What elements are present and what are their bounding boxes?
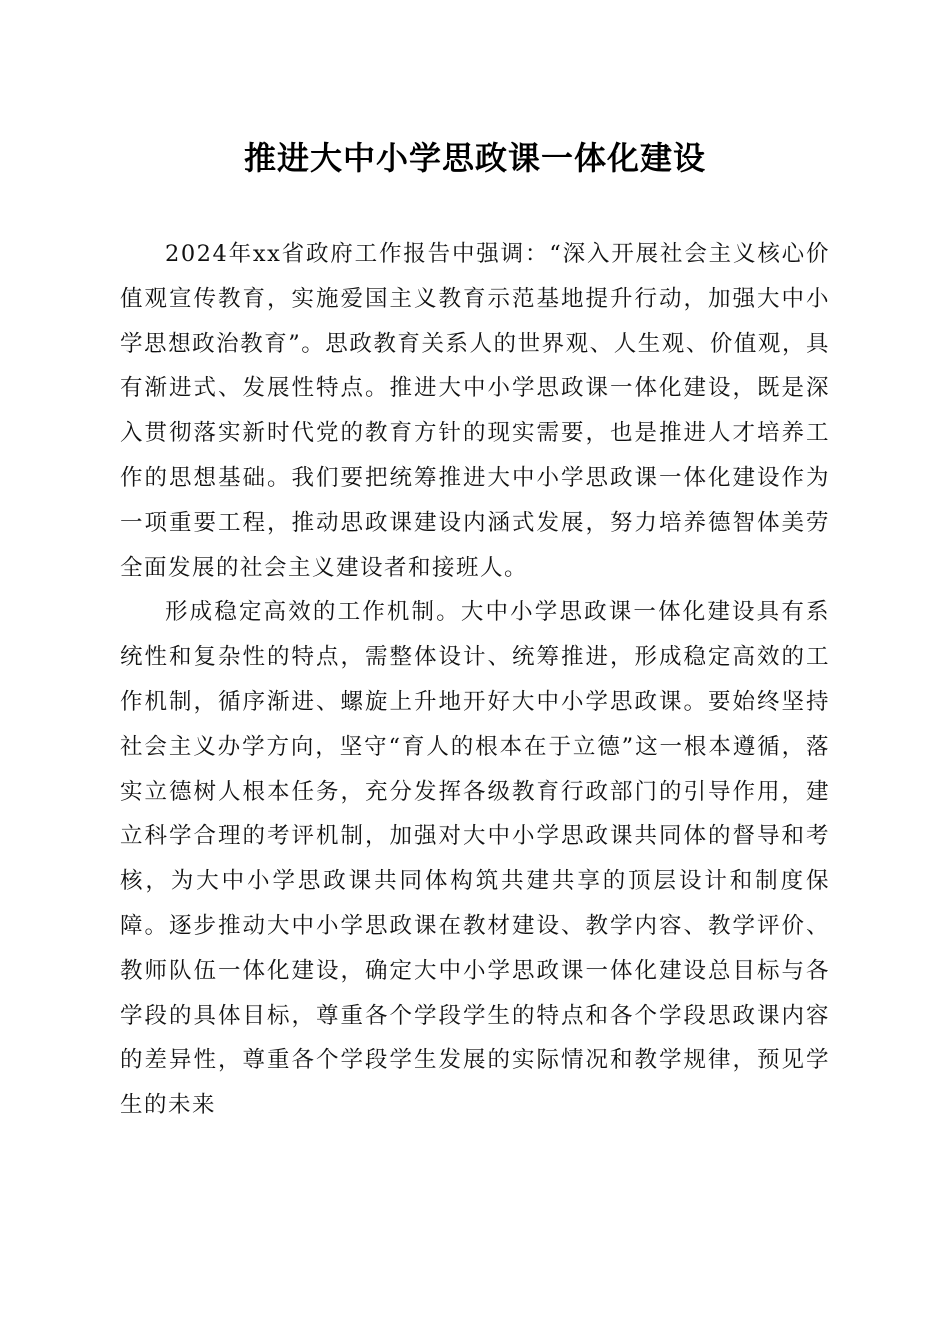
paragraph-work-mechanism: 形成稳定高效的工作机制。大中小学思政课一体化建设具有系统性和复杂性的特点，需整体设计、统筹推进，形成稳定高效的工作机制，循序渐进、螺旋上升地开好大中小学思政课。要始终坚持社会主义办学方向，坚守“育人的根本在于立德”这一根本遵循，落实立德树人根本任务，充分发挥各级教育行政部门的引导作用，建立科学合理的考评机制，加强对大中小学思政课共同体的督导和考核，为大中小学思政课共同体构筑共建共享的顶层设计和制度保障。逐步推动大中小学思政课在教材建设、教学内容、教学评价、教师队伍一体化建设，确定大中小学思政课一体化建设总目标与各学段的具体目标，尊重各个学段学生的特点和各个学段思政课内容的差异性，尊重各个学段学生发展的实际情况和教学规律，预见学生的未来 xyxy=(120,599,830,1119)
document-title: 推进大中小学思政课一体化建设 xyxy=(243,139,706,177)
paragraph-intro: 2024年xx省政府工作报告中强调：“深入开展社会主义核心价值观宣传教育，实施爱国主义教育示范基地提升行动，加强大中小学思想政治教育”。思政教育关系人的世界观、人生观、价值观，具有渐进式、发展性特点。推进大中小学思政课一体化建设，既是深入贯彻落实新时代党的教育方针的现实需要，也是推进人才培养工作的思想基础。我们要把统筹推进大中小学思政课一体化建设作为一项重要工程，推动思政课建设内涵式发展，努力培养德智体美劳全面发展的社会主义建设者和接班人。 xyxy=(120,241,830,581)
document-body xyxy=(120,232,830,1128)
